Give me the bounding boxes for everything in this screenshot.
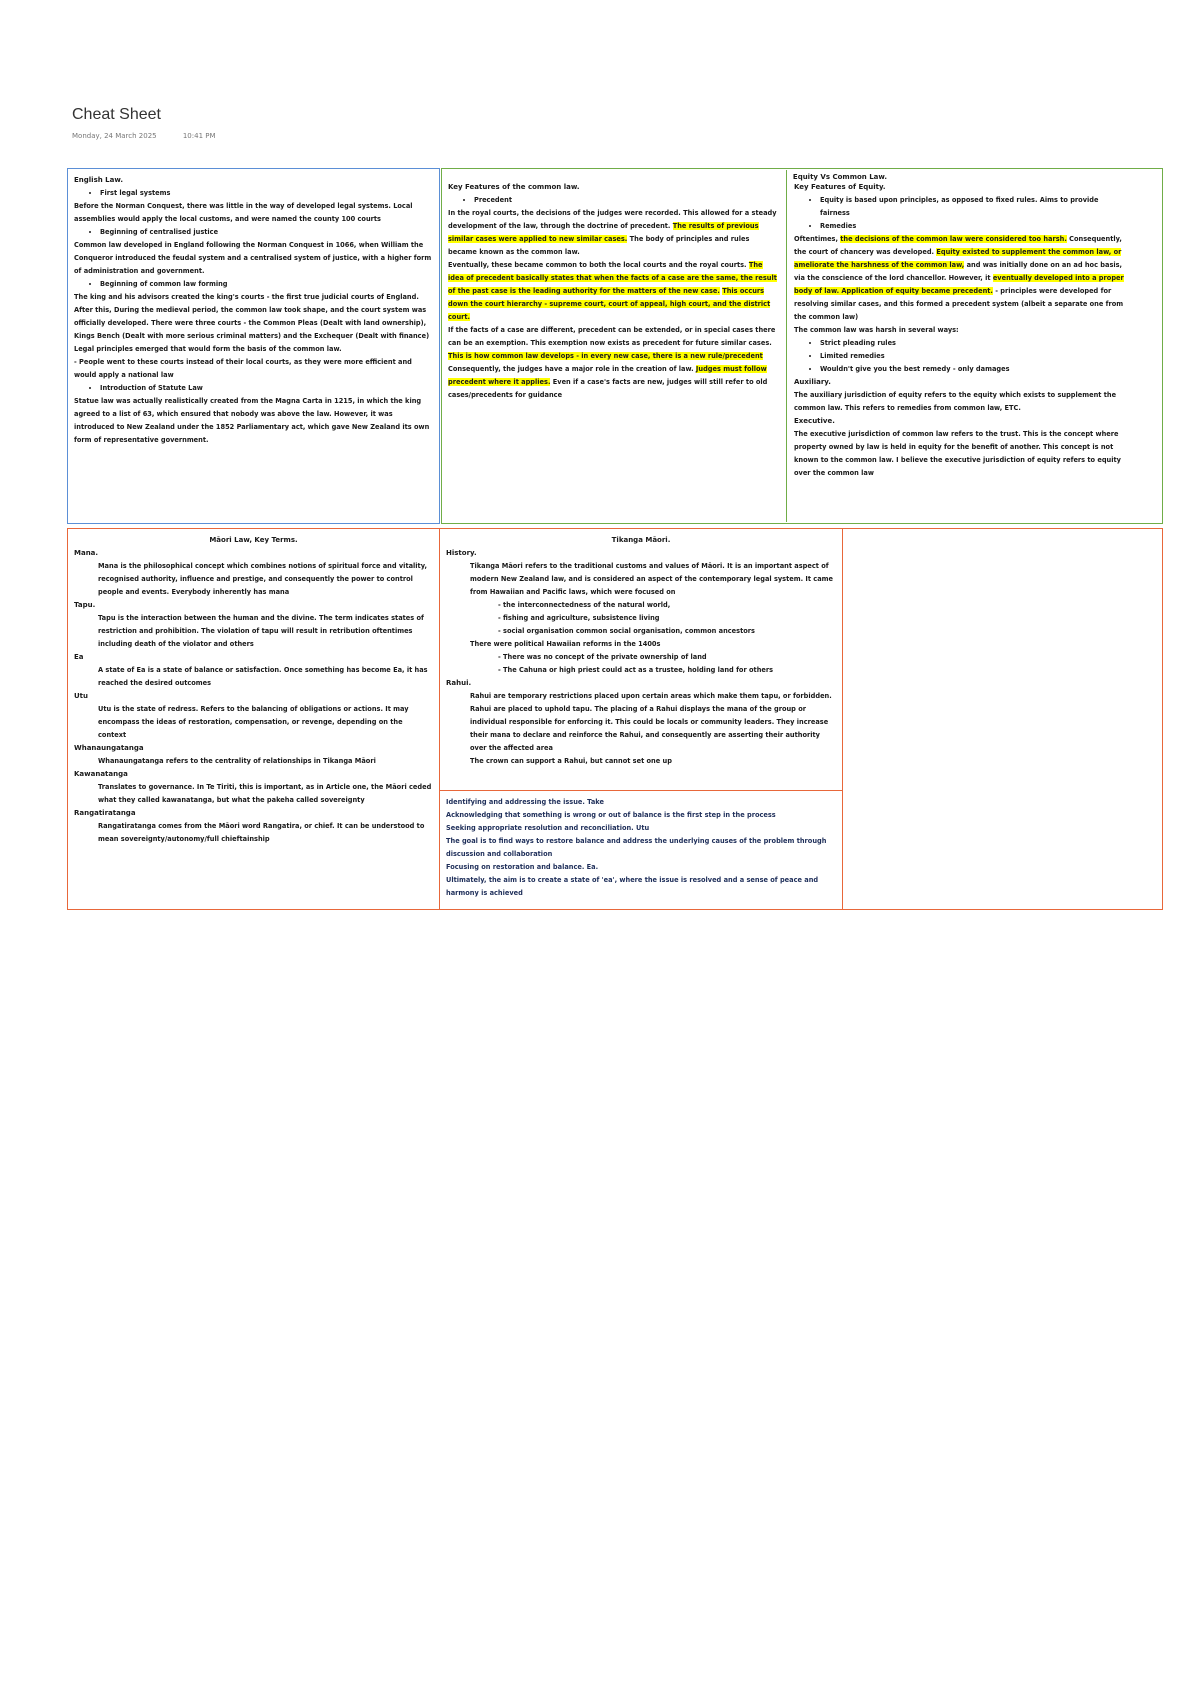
mana-text: Mana is the philosophical concept which combines notions of spiritual force and vitality, recognised authority, influence and prestige, and consequently the power to control people and events. Everybody inherently has mana [98,562,428,596]
issue-line-6: Ultimately, the aim is to create a state of 'ea', where the issue is resolved and a sense of peace and harmony is achieved [446,876,819,897]
english-law-para-1: Before the Norman Conquest, there was little in the way of developed legal systems. Local assemblies would apply the local customs, and were named the county 100 courts [74,202,413,223]
maori-law-heading: Māori Law, Key Terms. [209,536,298,544]
equity-common-law-box [441,168,1163,524]
equity-bullet-1: • Equity is based upon principles, as opposed to fixed rules. Aims to provide fairness [820,194,1124,220]
equity-harsh-1: • Strict pleading rules [820,337,1124,350]
page-title: Cheat Sheet [72,106,161,123]
highlight: The results of previous similar cases were applied to new similar cases. [448,222,759,243]
rahui-crown-text: The crown can support a Rahui, but cannot set one up [470,757,672,765]
page-time: 10:41 PM [182,132,216,140]
ea-text: A state of Ea is a state of balance or satisfaction. Once something has become Ea, it has reached the desired outcomes [98,666,428,687]
reforms-point-2: - The Cahuna or high priest could act as a trustee, holding land for others [498,666,774,674]
equity-column [794,181,1124,480]
common-law-para-2: Eventually, these became common to both the local courts and the royal courts. The idea of precedent basically states that when the facts of a case are the same, the result of the past case is the leading authority for the matters of the new case. This occurs down the court hierarchy - supreme court, court of appeal, high court, and the district court. [448,261,777,321]
maori-law-box [67,528,440,910]
history-point-3: - social organisation common social organisation, common ancestors [498,627,755,635]
reforms-point-1: - There was no concept of the private ownership of land [498,653,707,661]
history-point-1: - the interconnectedness of the natural world, [498,601,671,609]
rahui-heading: Rahui. [446,679,472,687]
equity-para-2: The common law was harsh in several ways: [794,326,959,334]
reforms-text: There were political Hawaiian reforms in the 1400s [470,640,661,648]
highlight: the decisions of the common law were considered too harsh. [840,235,1067,243]
history-heading: History. [446,549,477,557]
tikanga-heading: Tikanga Māori. [611,536,671,544]
issue-line-2: Acknowledging that something is wrong or out of balance is the first step in the process [446,811,776,819]
common-law-column [448,181,778,402]
highlight: This is how common law develops - in every new case, there is a new rule/precedent [448,352,763,360]
equity-top-heading: Equity Vs Common Law. [792,173,888,181]
english-law-bullet-2: • Beginning of centralised justice [100,226,433,239]
equity-bullet-2: • Remedies [820,220,1124,233]
history-text: Tikanga Māori refers to the traditional customs and values of Māori. It is an important aspect of modern New Zealand law, and is considered an aspect of the contemporary legal system. It came from Hawaiian and Pacific laws, which were focused on [470,562,833,596]
utu-text: Utu is the state of redress. Refers to the balancing of obligations or actions. It may encompass the ideas of restoration, compensation, or revenge, depending on the context [98,705,409,739]
executive-heading: Executive. [794,417,835,425]
highlight: Equity existed to supplement the common law, or ameliorate the harshness of the common law, [794,248,1122,269]
empty-box [842,528,1163,910]
auxiliary-text: The auxiliary jurisdiction of equity refers to the equity which exists to supplement the common law. This refers to remedies from common law, ETC. [794,391,1117,412]
equity-harsh-2: • Limited remedies [820,350,1124,363]
common-law-para-4: Consequently, the judges have a major role in the creation of law. Judges must follow precedent where it applies. Even if a case's facts are new, judges will still refer to old cases/precedents for guidance [448,365,768,399]
kawanatanga-heading: Kawanatanga [74,770,128,778]
highlight: The idea of precedent basically states that when the facts of a case are the same, the result of the past case is the leading authority for the matters of the new case. [448,261,777,295]
english-law-para-3b: - People went to these courts instead of their local courts, as they were more efficient and would apply a national law [74,358,412,379]
ea-heading: Ea [74,653,84,661]
tapu-heading: Tapu. [74,601,96,609]
history-point-2: - fishing and agriculture, subsistence living [498,614,660,622]
highlight: This occurs down the court hierarchy - supreme court, court of appeal, high court, and the district court. [448,287,771,321]
auxiliary-heading: Auxiliary. [794,378,831,386]
english-law-bullet-1: • First legal systems [100,187,433,200]
issue-line-5: Focusing on restoration and balance. Ea. [446,863,599,871]
executive-text: The executive jurisdiction of common law refers to the trust. This is the concept where property owned by law is held in equity for the benefit of another. This concept is not known to the common law. I believe the executive jurisdiction of equity refers to equity over the common law [794,430,1121,477]
kawanatanga-text: Translates to governance. In Te Tiriti, this is important, as in Article one, the Māori ceded what they called kawanatanga, but what the pakeha called sovereignty [98,783,432,804]
common-law-para-3: If the facts of a case are different, precedent can be extended, or in special cases there can be an exemption. This exemption now exists as precedent for future similar cases. This is how common law develops - in every new case, there is a new rule/precedent [448,326,776,360]
issue-line-3: Seeking appropriate resolution and reconciliation. Utu [446,824,650,832]
tikanga-box [439,528,843,791]
issue-process-box [439,790,843,910]
english-law-bullet-3: • Beginning of common law forming [100,278,433,291]
english-law-heading: English Law. [74,176,124,184]
utu-heading: Utu [74,692,89,700]
issue-line-4: The goal is to find ways to restore balance and address the underlying causes of the problem through discussion and collaboration [446,837,827,858]
common-law-bullet: • Precedent [474,194,778,207]
issue-line-1: Identifying and addressing the issue. Take [446,798,604,806]
equity-harsh-3: • Wouldn't give you the best remedy - only damages [820,363,1124,376]
english-law-box [67,168,440,524]
page-meta [72,132,240,140]
english-law-para-2: Common law developed in England following the Norman Conquest in 1066, when William the Conqueror introduced the feudal system and a centralised system of justice, with a higher form of administration and government. [74,241,432,275]
english-law-bullet-4: • Introduction of Statute Law [100,382,433,395]
highlight: eventually developed into a proper body of law. Application of equity became precedent. [794,274,1124,295]
common-law-para-1: In the royal courts, the decisions of the judges were recorded. This allowed for a steady development of the law, through the doctrine of precedent. The results of previous similar cases were applied to new similar cases. The body of principles and rules became known as the common law. [448,209,777,256]
equity-heading: Key Features of Equity. [794,183,886,191]
page-date: Monday, 24 March 2025 [72,132,157,140]
mana-heading: Mana. [74,549,99,557]
whanaungatanga-heading: Whanaungatanga [74,744,144,752]
highlight: Judges must follow precedent where it applies. [448,365,767,386]
rangatiratanga-text: Rangatiratanga comes from the Māori word Rangatira, or chief. It can be understood to mean sovereignty/autonomy/full chieftainship [98,822,425,843]
common-law-heading: Key Features of the common law. [448,183,580,191]
column-divider [786,170,787,522]
english-law-para-4: Statue law was actually realistically created from the Magna Carta in 1215, in which the king agreed to a list of 63, which ensured that nobody was above the law. However, it was introduced to New Zealand under the 1852 Parliamentary act, which gave New Zealand its own form of representative government. [74,397,430,444]
equity-para-1: Oftentimes, the decisions of the common law were considered too harsh. Consequently, the court of chancery was developed. Equity existed to supplement the common law, or ameliorate the harshness of the common law, and was initially done on an ad hoc basis, via the conscience of the lord chancellor. However, it eventually developed into a proper body of law. Application of equity became precedent. - principles were developed for resolving similar cases, and this formed a precedent system (albeit a separate one from the common law) [794,235,1124,321]
rahui-text: Rahui are temporary restrictions placed upon certain areas which make them tapu, or forbidden. Rahui are placed to uphold tapu. The placing of a Rahui displays the mana of the group or individual responsible for enforcing it. This could be locals or community leaders. They increase their mana to declare and reinforce the Rahui, and consequently are asserting their authority over the affected area [470,692,832,752]
rangatiratanga-heading: Rangatiratanga [74,809,136,817]
english-law-para-3: The king and his advisors created the king's courts - the first true judicial courts of England. After this, During the medieval period, the common law took shape, and the court system was officially developed. There were three courts - the Common Pleas (Dealt with land ownership), Kings Bench (Dealt with more serious criminal matters) and the Exchequer (Dealt with finance) Legal principles emerged that would form the basis of the common law. [74,293,430,353]
tapu-text: Tapu is the interaction between the human and the divine. The term indicates states of restriction and prohibition. The violation of tapu will result in retribution oftentimes including death of the violator and others [98,614,424,648]
whanaungatanga-text: Whanaungatanga refers to the centrality of relationships in Tikanga Māori [98,757,376,765]
